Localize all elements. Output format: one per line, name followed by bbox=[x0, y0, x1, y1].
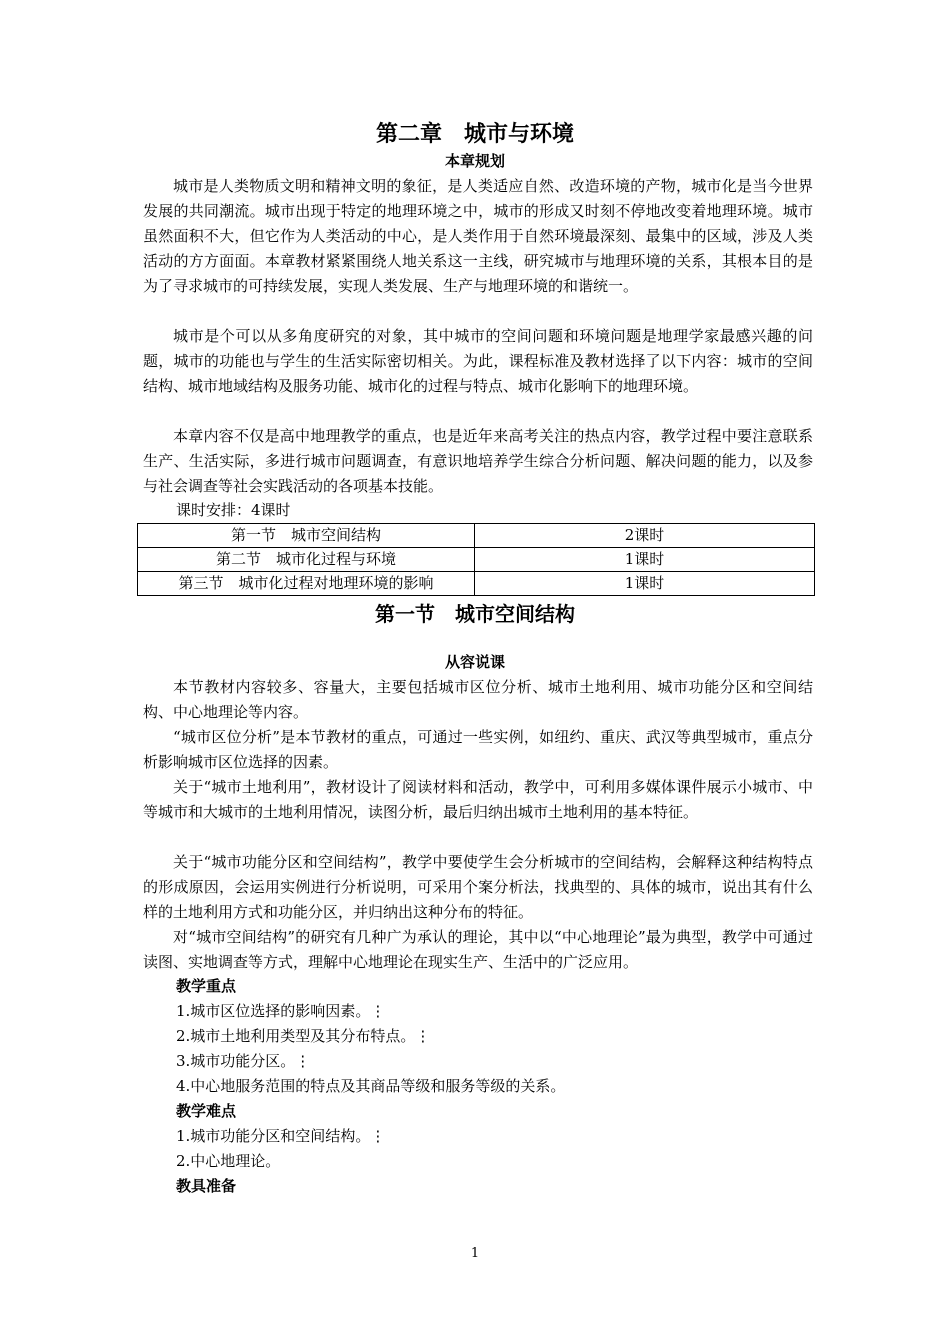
schedule-section-cell: 第二节 城市化过程与环境 bbox=[138, 548, 475, 572]
difficulty-item: 2.中心地理论。 bbox=[176, 1152, 281, 1170]
chapter-plan-heading: 本章规划 bbox=[444, 152, 505, 170]
section-paragraph-5: 对“城市空间结构”的研究有几种广为承认的理论，其中以“中心地理论”最为典型，教学中可通过读图、实地调查等方式，理解中心地理论在现实生产、生活中的广泛应用。 bbox=[143, 928, 813, 971]
schedule-label: 课时安排：4课时 bbox=[176, 501, 291, 519]
schedule-section-cell: 第一节 城市空间结构 bbox=[138, 524, 475, 548]
key-point-item: 3.城市功能分区。⋮ bbox=[176, 1052, 311, 1070]
difficulties-heading: 教学难点 bbox=[176, 1102, 237, 1120]
intro-paragraph-1: 城市是人类物质文明和精神文明的象征，是人类适应自然、改造环境的产物，城市化是当今世界发展的共同潮流。城市出现于特定的地理环境之中，城市的形成又时刻不停地改变着地理环境。城市虽然面积不大，但它作为人类活动的中心，是人类作用于自然环境最深刻、最集中的区域，涉及人类活动的方方面面。本章教材紧紧围绕人地关系这一主线，研究城市与地理环境的关系，其根本目的是为了寻求城市的可持续发展，实现人类发展、生产与地理环境的和谐统一。 bbox=[143, 177, 813, 295]
key-point-item: 2.城市土地利用类型及其分布特点。⋮ bbox=[176, 1027, 431, 1045]
key-point-item: 1.城市区位选择的影响因素。⋮ bbox=[176, 1002, 386, 1020]
table-row bbox=[138, 572, 815, 596]
schedule-table bbox=[137, 523, 815, 596]
section-subheading: 从容说课 bbox=[444, 653, 505, 671]
schedule-section-cell: 第三节 城市化过程对地理环境的影响 bbox=[138, 572, 475, 596]
key-point-item: 4.中心地服务范围的特点及其商品等级和服务等级的关系。 bbox=[176, 1077, 566, 1095]
tools-heading: 教具准备 bbox=[176, 1177, 237, 1195]
section-paragraph-1: 本节教材内容较多、容量大，主要包括城市区位分析、城市土地利用、城市功能分区和空间结构、中心地理论等内容。 bbox=[143, 678, 813, 721]
intro-paragraph-3: 本章内容不仅是高中地理教学的重点，也是近年来高考关注的热点内容，教学过程中要注意联系生产、生活实际，多进行城市问题调查，有意识地培养学生综合分析问题、解决问题的能力，以及参与社会调查等社会实践活动的各项基本技能。 bbox=[143, 427, 813, 495]
section-paragraph-3: 关于“城市土地利用”，教材设计了阅读材料和活动，教学中，可利用多媒体课件展示小城市、中等城市和大城市的土地利用情况，读图分析，最后归纳出城市土地利用的基本特征。 bbox=[143, 778, 813, 821]
section-title: 第一节 城市空间结构 bbox=[375, 602, 575, 626]
schedule-hours-cell: 1课时 bbox=[475, 548, 815, 572]
difficulty-item: 1.城市功能分区和空间结构。⋮ bbox=[176, 1127, 386, 1145]
section-paragraph-4: 关于“城市功能分区和空间结构”，教学中要使学生会分析城市的空间结构，会解释这种结构特点的形成原因，会运用实例进行分析说明，可采用个案分析法，找典型的、具体的城市，说出其有什么样的土地利用方式和功能分区，并归纳出这种分布的特征。 bbox=[143, 853, 813, 921]
section-paragraph-2: “城市区位分析”是本节教材的重点，可通过一些实例，如纽约、重庆、武汉等典型城市，重点分析影响城市区位选择的因素。 bbox=[143, 728, 813, 771]
key-points-heading: 教学重点 bbox=[176, 977, 237, 995]
intro-paragraph-2: 城市是个可以从多角度研究的对象，其中城市的空间问题和环境问题是地理学家最感兴趣的问题，城市的功能也与学生的生活实际密切相关。为此，课程标准及教材选择了以下内容：城市的空间结构、城市地域结构及服务功能、城市化的过程与特点、城市化影响下的地理环境。 bbox=[143, 327, 813, 395]
table-row bbox=[138, 524, 815, 548]
table-row bbox=[138, 548, 815, 572]
page-number: 1 bbox=[470, 1246, 480, 1261]
chapter-title: 第二章 城市与环境 bbox=[375, 122, 574, 147]
schedule-hours-cell: 2课时 bbox=[475, 524, 815, 548]
schedule-hours-cell: 1课时 bbox=[475, 572, 815, 596]
